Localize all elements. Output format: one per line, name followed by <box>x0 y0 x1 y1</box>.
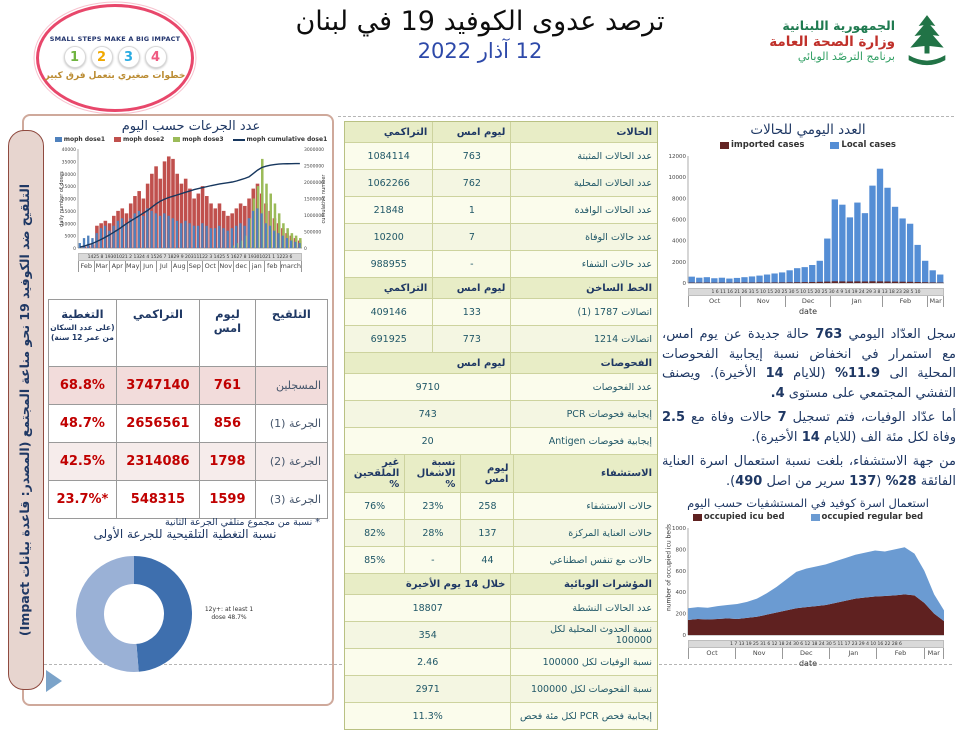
column-header: التغطية (على عدد السكان من عمر 12 سنة) <box>49 300 116 366</box>
column-header: غير الملقحين % <box>345 455 404 492</box>
campaign-slogan-arabic: خطوات صغيري بتعمل فرق كبير <box>45 71 186 81</box>
row-value: 85% <box>345 547 404 573</box>
svg-text:600: 600 <box>676 569 687 575</box>
x-axis-label: date <box>660 659 956 668</box>
table-header-row <box>345 455 657 493</box>
row-value: 68.8% <box>49 367 116 404</box>
tests-section <box>345 353 657 455</box>
row-value: - <box>432 251 510 277</box>
row-label: عدد الحالات النشطة <box>510 595 657 621</box>
svg-text:40000: 40000 <box>62 147 76 153</box>
table-row <box>345 299 657 326</box>
row-value: 23% <box>404 493 460 519</box>
row-value: 1062266 <box>345 170 432 196</box>
svg-text:15000: 15000 <box>62 209 76 215</box>
svg-text:800: 800 <box>676 547 687 553</box>
column-header: التراكمي <box>345 278 432 298</box>
svg-text:3000000: 3000000 <box>304 147 324 153</box>
svg-text:20000: 20000 <box>62 197 76 203</box>
row-label: عدد الحالات الوافدة <box>510 197 657 223</box>
row-value: 773 <box>432 326 510 352</box>
svg-text:200: 200 <box>676 612 687 618</box>
first-dose-coverage-donut <box>62 544 254 684</box>
row-value: 762 <box>432 170 510 196</box>
row-value: 691925 <box>345 326 432 352</box>
vaccination-footnote: * نسبة من مجموع متلقي الجرعة الثانية <box>48 517 334 528</box>
row-value: 7 <box>432 224 510 250</box>
row-value: 76% <box>345 493 404 519</box>
row-label: عدد حالات الشفاء <box>510 251 657 277</box>
svg-text:30000: 30000 <box>62 172 76 178</box>
svg-text:1000: 1000 <box>672 526 686 532</box>
row-value: 42.5% <box>49 443 116 480</box>
step-4: 4 <box>145 46 167 68</box>
column-header: ليوم امس <box>432 278 510 298</box>
table-row <box>345 197 657 224</box>
table-row <box>345 547 657 574</box>
chart-legend: imported cases Local cases <box>660 140 956 150</box>
row-value: 48.7% <box>49 405 116 442</box>
row-value: 761 <box>199 367 255 404</box>
svg-text:0: 0 <box>683 281 687 287</box>
row-value: 743 <box>345 401 510 427</box>
row-value: 1084114 <box>345 143 432 169</box>
svg-text:35000: 35000 <box>62 159 76 165</box>
table-row <box>345 622 657 649</box>
row-label: نسبة الوفيات لكل 100000 <box>510 649 657 675</box>
stats-table <box>344 121 658 730</box>
row-label: عدد الحالات المحلية <box>510 170 657 196</box>
row-value: 2314086 <box>116 443 199 480</box>
svg-text:4000: 4000 <box>672 239 686 245</box>
beds-chart-svg <box>660 524 952 636</box>
table-row <box>345 401 657 428</box>
beds-chart <box>660 512 956 668</box>
table-row <box>345 326 657 353</box>
daily-cases-title: العدد اليومي للحالات <box>660 122 956 138</box>
row-value: 20 <box>345 428 510 454</box>
moph-line-ministry: وزارة الصحة العامة <box>769 34 895 51</box>
row-value: 1798 <box>199 443 255 480</box>
narrative-text <box>660 325 956 491</box>
row-value: 133 <box>432 299 510 325</box>
row-value: 258 <box>460 493 513 519</box>
table-row <box>345 143 657 170</box>
row-value: 354 <box>345 622 510 648</box>
svg-text:0: 0 <box>73 246 76 252</box>
table-row <box>49 367 327 405</box>
row-value: 3747140 <box>116 367 199 404</box>
sidebar-banner-label: التلقيح ضد الكوفيد 19 نحو مناعة المجتمع (المصدر: قاعدة بيانات Impact) <box>9 131 40 689</box>
table-row <box>345 428 657 455</box>
narrative-p2: أما عدّاد الوفيات، فتم تسجيل 7 حالات وفاة مع 2.5 وفاة لكل مئة الف (للايام 14 الأخيرة). <box>662 408 956 447</box>
row-value: 23.7%* <box>49 481 116 518</box>
y-axis-label: number of occupied icu beds <box>666 513 673 623</box>
table-row <box>345 676 657 703</box>
row-value: 856 <box>199 405 255 442</box>
table-row <box>345 520 657 547</box>
doses-chart <box>54 136 328 272</box>
row-label: عدد حالات الوفاة <box>510 224 657 250</box>
x-axis-day-ticks: 1425 8 19301021 2 1324 4 1526 7 1829 9 20311122 3 1425 5 1627 8 19301021 1 1223 6 <box>78 253 302 261</box>
header-title-block <box>270 6 690 63</box>
cedar-icon <box>902 12 952 70</box>
arrow-icon <box>46 670 62 692</box>
indicators-section <box>345 574 657 729</box>
column-header: ليوم امس <box>460 455 513 492</box>
column-header: الفحوصات <box>510 353 657 373</box>
column-header: الخط الساخن <box>510 278 657 298</box>
row-value: 2.46 <box>345 649 510 675</box>
row-label: نسبة الحدوث المحلية لكل 100000 <box>510 622 657 648</box>
table-row <box>345 374 657 401</box>
svg-text:2000: 2000 <box>672 260 686 266</box>
column-header: ليوم امس <box>345 353 510 373</box>
row-label: إيجابية فحوصات PCR <box>510 401 657 427</box>
vaccination-table <box>48 299 328 519</box>
table-row <box>49 481 327 518</box>
table-row <box>345 251 657 278</box>
row-value: 2971 <box>345 676 510 702</box>
beds-chart-title: استعمال اسرة كوفيد في المستشفيات حسب اليوم <box>660 496 956 510</box>
sidebar-banner <box>8 130 44 690</box>
cases-section <box>345 122 657 278</box>
table-row <box>345 224 657 251</box>
row-value: 44 <box>460 547 513 573</box>
svg-text:10000: 10000 <box>669 175 687 181</box>
row-label: عدد الحالات المثبتة <box>510 143 657 169</box>
page-title: ترصد عدوى الكوفيد 19 في لبنان <box>270 6 690 37</box>
row-value: 21848 <box>345 197 432 223</box>
doses-chart-block <box>54 119 328 272</box>
step-3: 3 <box>118 46 140 68</box>
row-value: 763 <box>432 143 510 169</box>
x-axis-months: Oct Nov Dec Jan Feb Mar <box>688 296 944 307</box>
table-row <box>345 703 657 729</box>
hotline-section <box>345 278 657 353</box>
narrative-p3: من جهة الاستشفاء، بلغت نسبة استعمال اسرة العناية الفائقة 28% (137 سرير من اصل 490). <box>662 452 956 491</box>
row-label: عدد الفحوصات <box>510 374 657 400</box>
moph-line-program: برنامج الترصّد الوبائي <box>769 50 895 64</box>
column-header: ليوم امس <box>199 300 255 366</box>
row-value: - <box>404 547 460 573</box>
doses-chart-svg <box>54 145 328 249</box>
row-value: 10200 <box>345 224 432 250</box>
table-row <box>49 405 327 443</box>
x-axis-day-ticks: 1 7 13 19 25 31 6 12 18 24 30 6 12 18 24 30 5 11 17 23 29 4 10 16 22 28 6 <box>688 640 944 648</box>
step-1: 1 <box>64 46 86 68</box>
row-label: حالات الاستشفاء <box>513 493 657 519</box>
right-column <box>660 122 956 668</box>
row-value: 137 <box>460 520 513 546</box>
x-axis-label: date <box>660 307 956 316</box>
hospital-section <box>345 455 657 574</box>
row-label: اتصالات 1214 <box>510 326 657 352</box>
campaign-slogan: SMALL STEPS MAKE A BIG IMPACT <box>50 35 181 43</box>
step-2: 2 <box>91 46 113 68</box>
row-value: 1599 <box>199 481 255 518</box>
row-label: اتصالات 1787 (1) <box>510 299 657 325</box>
x-axis-day-ticks: 1 6 11 16 21 26 31 5 10 15 20 25 30 5 10 15 20 25 30 4 9 14 19 24 29 3 8 13 18 23 28 5 10 <box>688 288 944 296</box>
table-row <box>49 443 327 481</box>
row-value: 1 <box>432 197 510 223</box>
moph-line-republic: الجمهورية اللبنانية <box>769 18 895 34</box>
row-value: 548315 <box>116 481 199 518</box>
cases-chart-svg <box>660 152 952 284</box>
column-header: نسبة الاشغال % <box>404 455 460 492</box>
svg-text:2500000: 2500000 <box>304 164 324 170</box>
row-value: 28% <box>404 520 460 546</box>
column-header: ليوم امس <box>432 122 510 142</box>
row-value: 9710 <box>345 374 510 400</box>
table-row <box>345 493 657 520</box>
daily-cases-chart <box>660 140 956 316</box>
table-header-row <box>345 122 657 143</box>
row-value: 82% <box>345 520 404 546</box>
x-axis-months: Oct Nov Dec Jan Feb Mar <box>688 648 944 659</box>
row-value: 18807 <box>345 595 510 621</box>
moph-logo <box>769 12 952 70</box>
row-label: الجرعة (1) <box>255 405 327 442</box>
row-value: 409146 <box>345 299 432 325</box>
row-label: نسبة الفحوصات لكل 100000 <box>510 676 657 702</box>
table-row <box>345 649 657 676</box>
table-row <box>345 170 657 197</box>
svg-text:400: 400 <box>676 590 687 596</box>
narrative-p1: سجل العدّاد اليومي 763 حالة جديدة عن يوم امس، مع استمرار في انخفاض نسبة إيجابية الفحوصات المحلية الى 11.9% (للايام 14 الأخيرة). ويصنف التفشي المجتمعي على مستوى 4. <box>662 325 956 403</box>
doses-chart-title: عدد الجرعات حسب اليوم <box>54 119 328 134</box>
table-row <box>345 595 657 622</box>
column-header: الاستشفاء <box>513 455 657 492</box>
row-value: 2656561 <box>116 405 199 442</box>
row-label: الجرعة (2) <box>255 443 327 480</box>
table-header-row <box>345 353 657 374</box>
svg-text:5000: 5000 <box>65 234 77 240</box>
svg-text:0: 0 <box>304 246 307 252</box>
svg-text:1000000: 1000000 <box>304 213 324 219</box>
row-value: 11.3% <box>345 703 510 729</box>
row-label: حالات العناية المركزة <box>513 520 657 546</box>
column-header: الحالات <box>510 122 657 142</box>
campaign-steps <box>64 46 167 68</box>
row-label: الجرعة (3) <box>255 481 327 518</box>
table-header-row <box>345 278 657 299</box>
column-header: المؤشرات الوبائية <box>510 574 657 594</box>
dashed-divider-top <box>338 116 954 117</box>
chart-legend: moph dose1 moph dose2 moph dose3 moph cumulative dose1 <box>54 136 328 143</box>
moph-text <box>769 18 895 64</box>
row-label: إيجابية فحوصات Antigen <box>510 428 657 454</box>
table-header-row <box>49 300 327 367</box>
x-axis-months: Feb Mar Apr May Jun Jul Aug Sep Oct Nov dec jan feb march <box>78 261 302 272</box>
svg-text:0: 0 <box>683 633 687 639</box>
donut-chart-title: نسبة التغطية التلقيحية للجرعة الأولى <box>40 527 330 541</box>
row-label: حالات مع تنفس اصطناعي <box>513 547 657 573</box>
donut-label: 12y+: at least 1 dose 48.7% <box>204 606 254 623</box>
row-label: إيجابية فحص PCR لكل مئة فحص <box>510 703 657 729</box>
svg-text:6000: 6000 <box>672 218 686 224</box>
svg-text:1500000: 1500000 <box>304 197 324 203</box>
y-axis-label: daily number of doses <box>59 149 65 249</box>
row-label: المسجلين <box>255 367 327 404</box>
svg-text:8000: 8000 <box>672 196 686 202</box>
table-header-row <box>345 574 657 595</box>
campaign-logo <box>36 4 194 112</box>
report-date: 12 آذار 2022 <box>270 39 690 63</box>
svg-text:2000000: 2000000 <box>304 180 324 186</box>
svg-text:25000: 25000 <box>62 184 76 190</box>
column-header: التراكمي <box>116 300 199 366</box>
svg-text:12000: 12000 <box>669 154 687 160</box>
svg-text:10000: 10000 <box>62 221 76 227</box>
chart-legend: occupied icu bed occupied regular bed <box>660 512 956 522</box>
svg-text:500000: 500000 <box>304 230 321 236</box>
secondary-y-axis-label: cumulative number <box>321 149 327 249</box>
column-header: خلال 14 يوم الأخيرة <box>345 574 510 594</box>
column-header: التلقيح <box>255 300 327 366</box>
column-header: التراكمي <box>345 122 432 142</box>
row-value: 988955 <box>345 251 432 277</box>
donut-chart-svg <box>62 544 212 684</box>
